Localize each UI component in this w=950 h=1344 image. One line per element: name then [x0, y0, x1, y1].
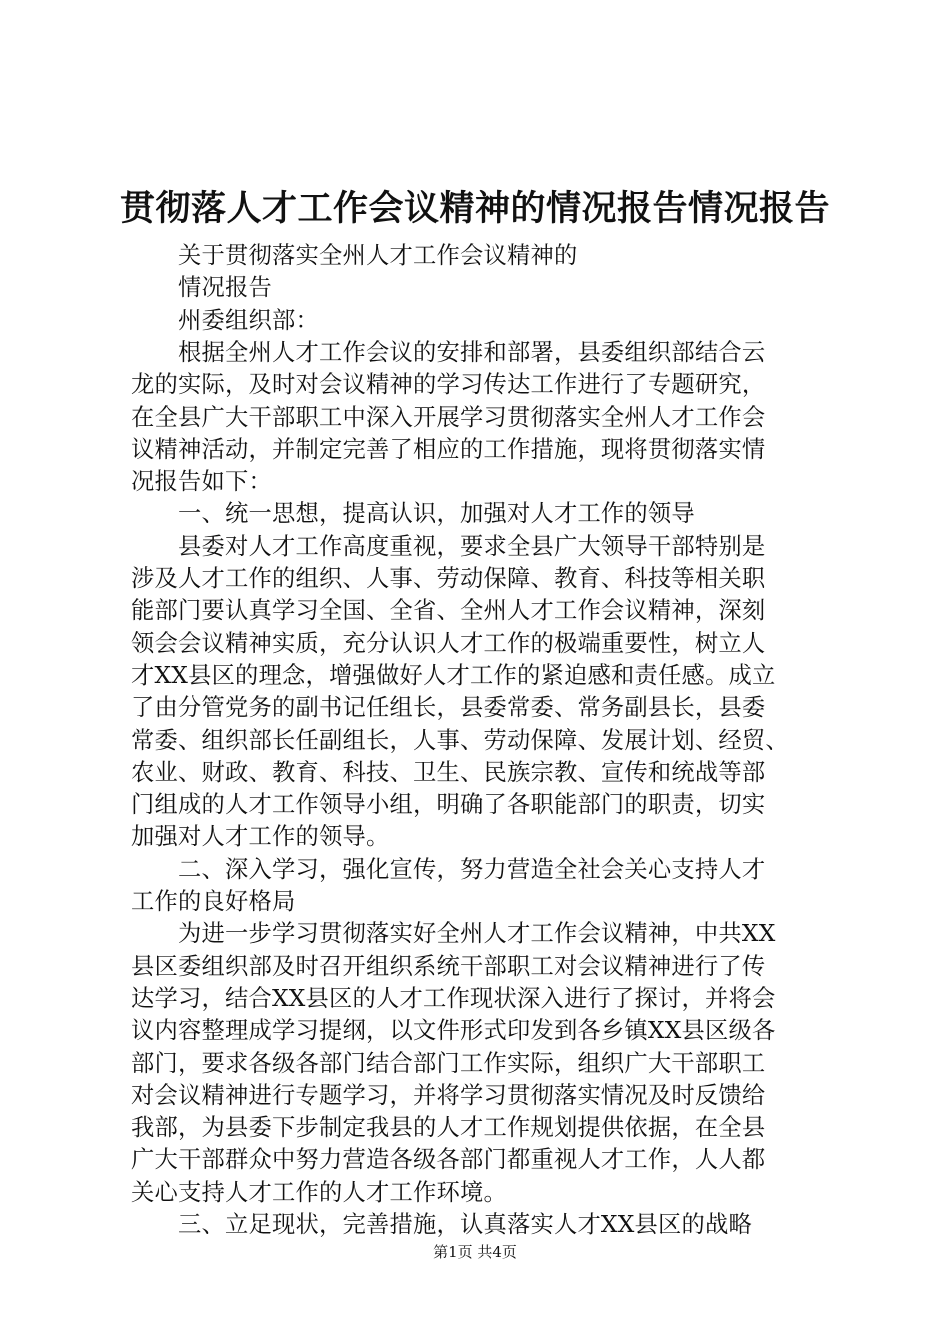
body-line: 能部门要认真学习全国、全省、全州人才工作会议精神，深刻: [131, 597, 766, 625]
body-line: 况报告如下：: [131, 468, 272, 496]
body-line: 领会会议精神实质，充分认识人才工作的极端重要性，树立人: [131, 629, 766, 657]
body-line: 广大干部群众中努力营造各级各部门都重视人才工作，人人都: [131, 1146, 766, 1174]
body-line: 门组成的人才工作领导小组，明确了各职能部门的职责，切实: [131, 791, 766, 819]
body-line: 情况报告: [131, 274, 272, 302]
body-line: 县委对人才工作高度重视，要求全县广大领导干部特别是: [131, 532, 766, 560]
body-line: 常委、组织部长任副组长，人事、劳动保障、发展计划、经贸、: [131, 726, 789, 754]
body-line: 部门，要求各级各部门结合部门工作实际，组织广大干部职工: [131, 1049, 766, 1077]
body-line: 工作的良好格局: [131, 888, 296, 915]
body-line: 州委组织部：: [131, 306, 319, 334]
body-line: 龙的实际，及时对会议精神的学习传达工作进行了专题研究，: [131, 371, 766, 399]
body-line: 关于贯彻落实全州人才工作会议精神的: [131, 242, 578, 269]
body-line: 对会议精神进行专题学习，并将学习贯彻落实情况及时反馈给: [131, 1081, 766, 1109]
body-line: 了由分管党务的副书记任组长，县委常委、常务副县长，县委: [131, 694, 766, 722]
body-line: 在全县广大干部职工中深入开展学习贯彻落实全州人才工作会: [131, 403, 766, 431]
body-line: 农业、财政、教育、科技、卫生、民族宗教、宣传和统战等部: [131, 758, 766, 786]
body-line: 三、立足现状，完善措施，认真落实人才XX县区的战略: [131, 1211, 752, 1238]
page-footer: 第1页 共4页: [433, 1243, 517, 1261]
body-line: 为进一步学习贯彻落实好全州人才工作会议精神，中共XX: [131, 920, 776, 948]
body-line: 关心支持人才工作的人才工作环境。: [131, 1178, 507, 1206]
body-line: 加强对人才工作的领导。: [131, 823, 390, 851]
body-line: 县区委组织部及时召开组织系统干部职工对会议精神进行了传: [131, 952, 766, 980]
body-line: 根据全州人才工作会议的安排和部署，县委组织部结合云: [131, 338, 766, 366]
body-line: 达学习，结合XX县区的人才工作现状深入进行了探讨，并将会: [131, 984, 776, 1012]
body-line: 一、统一思想，提高认识，加强对人才工作的领导: [131, 500, 695, 528]
body-line: 才XX县区的理念，增强做好人才工作的紧迫感和责任感。成立: [131, 661, 776, 689]
body-line: 我部，为县委下步制定我县的人才工作规划提供依据，在全县: [131, 1114, 766, 1142]
body-line: 涉及人才工作的组织、人事、劳动保障、教育、科技等相关职: [131, 565, 766, 592]
body-line: 二、深入学习，强化宣传，努力营造全社会关心支持人才: [131, 855, 766, 883]
body-line: 议精神活动，并制定完善了相应的工作措施，现将贯彻落实情: [131, 435, 766, 463]
document-title: 贯彻落人才工作会议精神的情况报告情况报告: [119, 188, 830, 229]
body-line: 议内容整理成学习提纲，以文件形式印发到各乡镇XX县区级各: [131, 1017, 776, 1045]
